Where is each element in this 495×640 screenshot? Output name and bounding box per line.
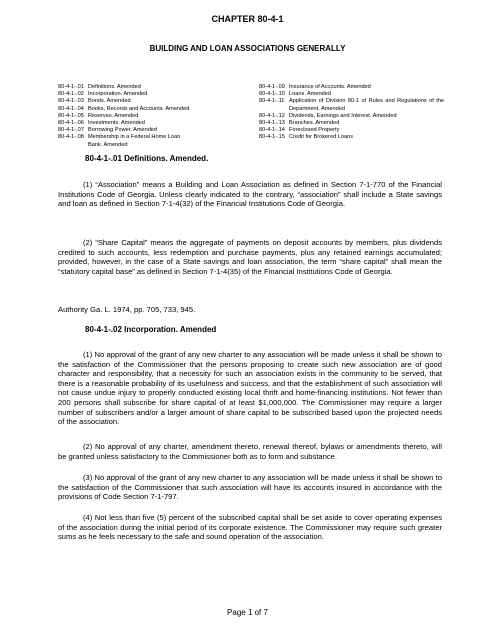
toc-number: 80-4-1-.01	[58, 84, 84, 90]
toc-number: 80-4-1-.09	[259, 84, 285, 90]
toc-label: Investments. Amended	[88, 120, 145, 127]
paragraph: (2) “Share Capital” means the aggregate of payments on deposit accounts by members, plus dividends credited to such accounts, less redemption and purchase payments, plus any retained earnings accumulated; provided, however, in the case of a State savings and loan association, the term “share capital” shall mean the “statutory capital base” as defined in Section 7-1-4(35) of the Financial Institutions Code of Georgia.	[58, 238, 442, 276]
toc-item	[58, 134, 238, 148]
toc-number: 80-4-1-.06	[58, 120, 84, 127]
toc-right-column	[259, 84, 444, 142]
chapter-subtitle: BUILDING AND LOAN ASSOCIATIONS GENERALLY	[149, 44, 346, 53]
toc-label: Credit for Brokered Loans	[289, 134, 354, 141]
toc-item	[58, 120, 238, 127]
toc-label: Bonds. Amended	[88, 98, 131, 105]
section-01-authority	[58, 305, 442, 315]
toc-label: Reserves. Amended	[88, 112, 139, 119]
section-heading: 80-4-1-.02 Incorporation. Amended	[85, 325, 217, 334]
page-number: Page 1 of 7	[227, 608, 268, 617]
toc-number: 80-4-1-.07	[58, 127, 84, 134]
toc-number: 80-4-1-.05	[58, 112, 84, 119]
paragraph: (4) Not less than five (5) percent of the subscribed capital shall be set aside to cover operating expenses of the association during the initial period of its corporate existence. The Commissioner may require such greater sums as he feels necessary to the safe and sound operation of the association.	[58, 513, 442, 542]
toc-label: Books, Records and Accounts. Amended	[88, 105, 190, 112]
toc-number: 80-4-1-.04	[58, 105, 84, 112]
section-01-paragraph-1	[58, 180, 442, 209]
toc-item	[259, 127, 444, 134]
authority-note: Authority Ga. L. 1974, pp. 705, 733, 945.	[58, 305, 196, 314]
toc-item	[259, 91, 444, 98]
toc-number: 80-4-1-.10	[259, 91, 285, 98]
section-01-heading-block	[58, 154, 442, 164]
toc-number: 80-4-1-.03	[58, 98, 84, 105]
toc-number: 80-4-1-.02	[58, 91, 84, 98]
paragraph: (3) No approval of the grant of any new charter to any association will be made unless it shall be shown to the satisfaction of the Commissioner that such association will have its accounts insured in accordance with the provisions of Code Section 7-1-797.	[58, 473, 442, 502]
toc-label: Borrowing Power. Amended	[88, 127, 158, 134]
toc-item	[259, 98, 444, 112]
toc-left-column	[58, 84, 238, 149]
toc-number: 80-4-1-.13	[259, 120, 285, 127]
toc-item	[259, 113, 444, 120]
toc-item	[259, 134, 444, 141]
toc-item	[259, 84, 444, 91]
section-01-paragraph-2	[58, 238, 442, 276]
toc-item	[58, 127, 238, 134]
toc-item	[58, 98, 238, 105]
toc-label: Incorporation. Amended	[88, 91, 148, 98]
toc-number: 80-4-1-.12	[259, 112, 285, 119]
section-02-paragraph-1	[58, 350, 442, 427]
toc-item	[58, 106, 238, 113]
toc-item	[58, 91, 238, 98]
toc-item	[58, 84, 238, 91]
toc-item	[58, 113, 238, 120]
toc-number: 80-4-1-.08	[58, 134, 84, 141]
section-02-heading-block	[58, 325, 442, 335]
paragraph: (1) “Association” means a Building and Loan Association as defined in Section 7-1-770 of the Financial Institutions Code of Georgia. Unless clearly indicated to the contrary, “association” shall include a State savings and loan as defined in Section 7-1-4(32) of the Financial Institutions Code of Georgia.	[58, 180, 442, 209]
toc-label: Definitions. Amended	[88, 84, 141, 90]
chapter-title: CHAPTER 80-4-1	[211, 14, 284, 24]
section-heading: 80-4-1-.01 Definitions. Amended.	[85, 154, 209, 163]
toc-label: Foreclosed Property	[289, 127, 340, 134]
section-02-paragraph-4	[58, 513, 442, 542]
toc-label: Loans. Amended	[289, 91, 331, 98]
toc-number: 80-4-1-.11	[259, 98, 285, 105]
section-02-paragraph-2	[58, 442, 442, 461]
toc-label: Insurance of Accounts. Amended	[289, 84, 371, 90]
toc-number: 80-4-1-.15	[259, 134, 285, 141]
toc-label: Application of Division 80-1 of Rules and Regulations of the Department. Amended	[289, 98, 444, 112]
toc-item	[259, 120, 444, 127]
section-02-paragraph-3	[58, 473, 442, 502]
paragraph: (2) No approval of any charter, amendment thereto, renewal thereof, bylaws or amendments thereto, will be granted unless satisfactory to the Commissioner both as to form and substance.	[58, 442, 442, 461]
toc-number: 80-4-1-.14	[259, 127, 285, 134]
paragraph: (1) No approval of the grant of any new charter to any association will be made unless it shall be shown to the satisfaction of the Commissioner that the persons proposing to create such new association are of good character and responsibility, that a necessity for such an association exists in the community to be served, that there is a reasonable probability of its usefulness and success, and that the establishment of such association will not cause undue injury to properly conducted existing local thrift and home-financing institutions. Not fewer than 200 persons shall subscribe for share capital of at least $1,000,000. The Commissioner may require a larger number of subscribers and/or a larger amount of share capital to be subscribed based upon the projected needs of the association.	[58, 350, 442, 427]
toc-label: Branches. Amended	[289, 120, 340, 127]
toc-label: Dividends, Earnings and Interest. Amended	[289, 112, 397, 119]
toc-label: Membership in a Federal Home Loan Bank. Amended	[88, 134, 181, 148]
